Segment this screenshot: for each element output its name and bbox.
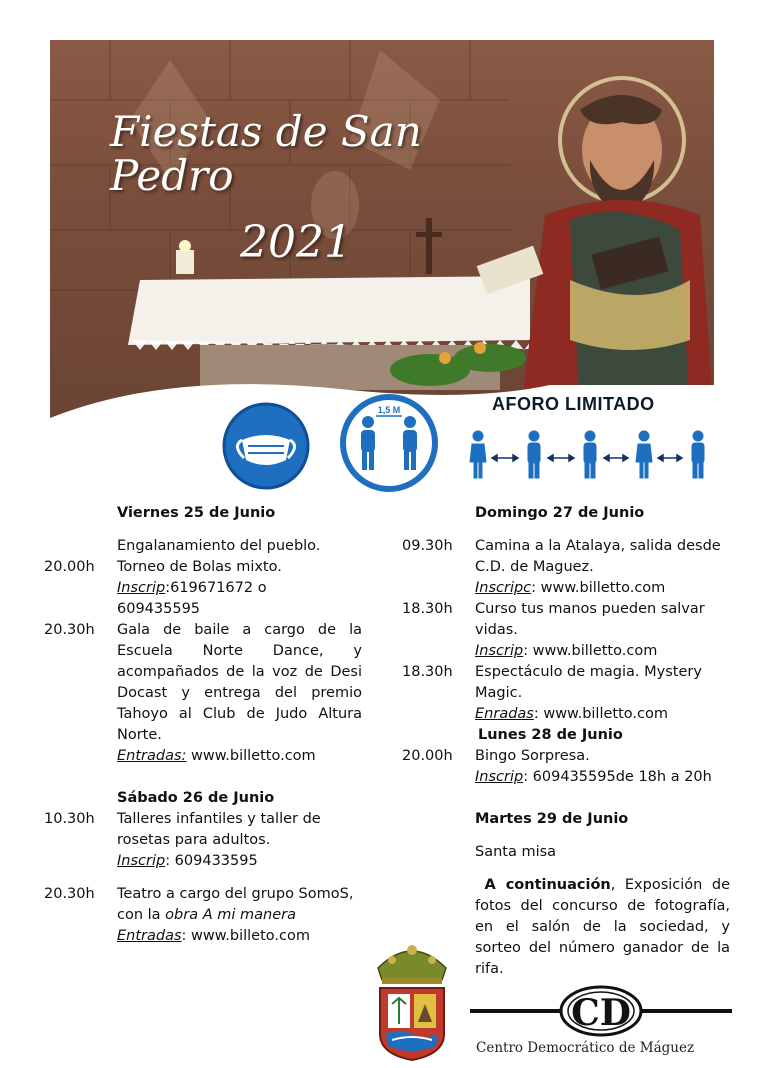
- event-description: Camina a la Atalaya, salida desde C.D. de Maguez.: [475, 538, 721, 575]
- registration-label: Inscrip: [117, 853, 166, 869]
- event-description: Torneo de Bolas mixto.: [117, 559, 282, 575]
- event-time: 18.30h: [402, 601, 453, 617]
- day-heading-domingo: Domingo 27 de Junio: [475, 505, 645, 521]
- event-entry: [44, 884, 362, 947]
- tickets-label: Enradas: [475, 706, 534, 722]
- event-time: 20.00h: [402, 748, 453, 764]
- registration-phone-alt: 609435595: [117, 601, 201, 617]
- event-description: Talleres infantiles y taller de rosetas para adultos.: [117, 811, 321, 848]
- tickets-link[interactable]: www.billetto.com: [186, 748, 316, 764]
- registration-phone: : 609433595: [165, 853, 258, 869]
- title-year: 2021: [240, 217, 352, 269]
- event-entry: [44, 536, 362, 557]
- event-description: Espectáculo de magia. Mystery Magic.: [475, 664, 702, 701]
- schedule-right-column: [402, 503, 730, 980]
- event-title: [110, 107, 470, 269]
- registration-label: Inscripc: [475, 580, 532, 596]
- registration-link[interactable]: : www.billetto.com: [531, 580, 666, 596]
- event-time: 20.30h: [44, 886, 95, 902]
- event-entry: [402, 536, 730, 599]
- event-description: Bingo Sorpresa.: [475, 748, 590, 764]
- registration-phone: : 609435595de 18h a 20h: [523, 769, 712, 785]
- event-entry: [402, 662, 730, 725]
- event-entry: [44, 557, 362, 620]
- registration-link[interactable]: : www.billetto.com: [523, 643, 658, 659]
- continuation-label: A continuación: [484, 877, 611, 893]
- event-description: Engalanamiento del pueblo.: [117, 538, 321, 554]
- header-banner: [50, 40, 714, 418]
- day-heading-viernes: Viernes 25 de Junio: [117, 505, 276, 521]
- logo-letters: CD: [571, 992, 631, 1034]
- event-time: 18.30h: [402, 664, 453, 680]
- play-title: obra A mi manera: [165, 907, 296, 923]
- event-time: 09.30h: [402, 538, 453, 554]
- day-heading-lunes: Lunes 28 de Junio: [478, 727, 623, 743]
- tickets-link[interactable]: : www.billeto.com: [181, 928, 310, 944]
- event-time: 10.30h: [44, 811, 95, 827]
- distancing-people-icon: [466, 428, 716, 484]
- organization-name: Centro Democrático de Máguez: [476, 1040, 695, 1056]
- event-entry: [402, 746, 730, 788]
- event-entry: [44, 620, 362, 767]
- social-distance-icon: [338, 392, 440, 494]
- registration-phone: :619671672 o: [165, 580, 267, 596]
- face-mask-icon: [220, 400, 312, 492]
- registration-label: Inscrip: [475, 643, 524, 659]
- day-heading-sabado: Sábado 26 de Junio: [117, 790, 275, 806]
- title-line-1: Fiestas de San Pedro: [110, 107, 422, 201]
- event-description: Curso tus manos pueden salvar vidas.: [475, 601, 705, 638]
- event-description: Gala de baile a cargo de la Escuela Norte Dance, y acompañados de la voz de Desi Docast y entrega del premio Tahoyo al Club de Judo Altura Norte.: [117, 622, 362, 743]
- exhibition-text: , Exposición de fotos del concurso de fotografía, en el salón de la sociedad, y sorteo del número ganador de la rifa.: [475, 877, 730, 977]
- tickets-link[interactable]: : www.billetto.com: [533, 706, 668, 722]
- schedule-left-column: [44, 503, 362, 947]
- event-entry: [44, 809, 362, 872]
- distance-label: 1,5 M: [377, 405, 401, 415]
- registration-label: Inscrip: [475, 769, 524, 785]
- event-description: Santa misa: [475, 844, 557, 860]
- event-entry: [402, 599, 730, 662]
- event-description: Teatro a cargo del grupo SomoS, con la: [117, 886, 354, 923]
- event-time: 20.30h: [44, 622, 95, 638]
- capacity-notice: AFORO LIMITADO: [492, 394, 655, 414]
- municipal-crest-icon: [372, 938, 452, 1062]
- tickets-label: Entradas: [117, 928, 182, 944]
- tickets-label: Entradas:: [117, 748, 187, 764]
- registration-label: Inscrip: [117, 580, 166, 596]
- day-heading-martes: Martes 29 de Junio: [475, 811, 629, 827]
- event-time: 20.00h: [44, 559, 95, 575]
